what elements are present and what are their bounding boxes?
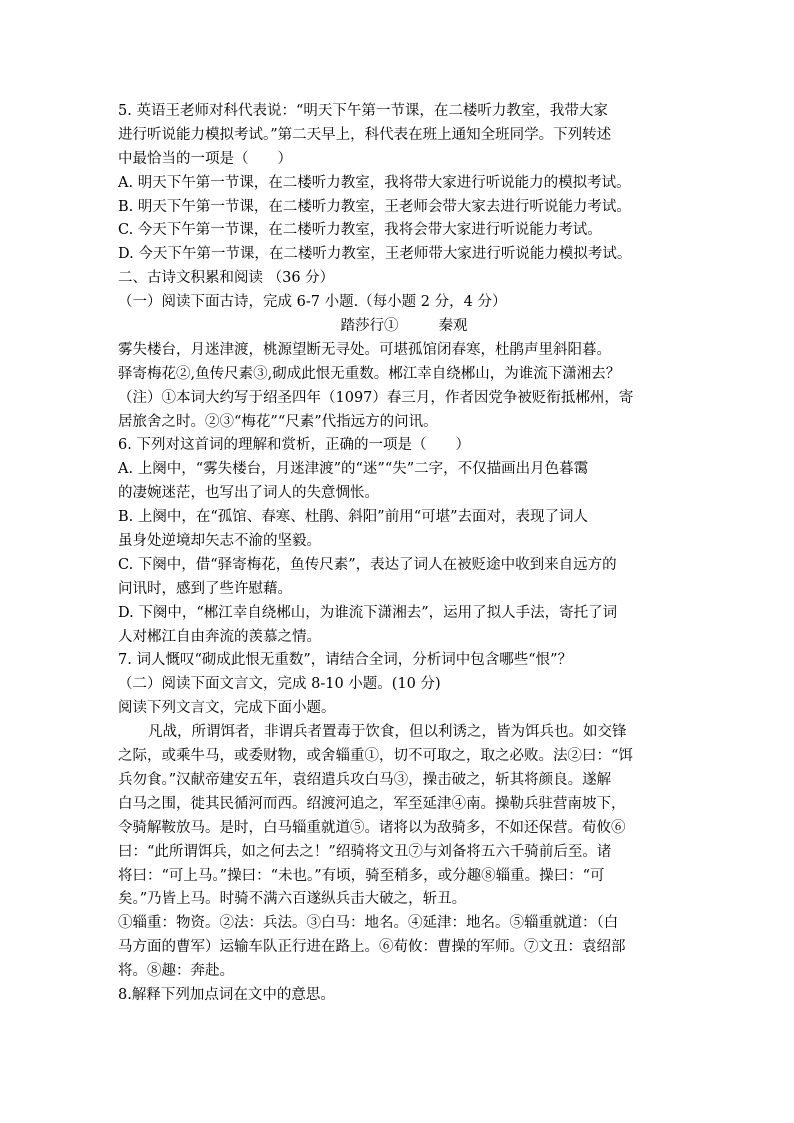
q6-line-3: B. 上阕中，在“孤馆、春寒、杜鹃、斜阳”前用“可堪”去面对，表现了词人	[118, 509, 589, 526]
q6-line-2: 的凄婉迷茫，也写出了词人的失意惆怅。	[118, 485, 379, 502]
q5-option-b: B. 明天下午第一节课，在二楼听力教室，王老师会带大家去进行听说能力考试。	[118, 198, 631, 215]
q5-option-c: C. 今天下午第一节课，在二楼听力教室，我将会带大家进行听说能力考试。	[118, 222, 602, 239]
q5-stem-line-2: 进行听说能力模拟考试。”第二天早上，科代表在班上通知全班同学。下列转述	[118, 126, 612, 143]
q6-line-4: 虽身处逆境却矢志不渝的坚毅。	[118, 533, 321, 550]
section-heading: 二、古诗文积累和阅读 （36 分）	[118, 270, 335, 287]
gloss-line-1: ①辎重：物资。②法：兵法。③白马：地名。④延津：地名。⑤辎重就道：（白	[118, 915, 619, 932]
q6-stem: 6. 下列对这首词的理解和赏析，正确的一项是（ ）	[118, 437, 470, 454]
q5-stem-line-3: 中最恰当的一项是（ ）	[118, 150, 292, 167]
gloss-line-3: 将。⑧趣：奔赴。	[118, 963, 234, 980]
passage-line-6: 曰：“此所谓饵兵，如之何去之！”绍骑将文丑⑦与刘备将五六千骑前后至。诸	[118, 843, 612, 860]
gloss-line-2: 马方面的曹军）运输车队正行进在路上。⑥荀攸：曹操的军师。⑦文丑：袁绍部	[118, 939, 626, 956]
q6-line-1: A. 上阕中，“雾失楼台，月迷津渡”的“迷”“失”二字，不仅描画出月色暮霭	[118, 461, 589, 478]
q6-line-6: 问讯时，感到了些许慰藉。	[118, 580, 292, 597]
q6-line-8: 人对郴江自由奔流的羡慕之情。	[118, 628, 321, 645]
q6-line-7: D. 下阕中，“郴江幸自绕郴山，为谁流下潇湘去”，运用了拟人手法，寄托了词	[118, 604, 618, 621]
exam-page	[118, 100, 690, 1008]
q5-stem-line-1: 5. 英语王老师对科代表说：“明天下午第一节课，在二楼听力教室，我带大家	[118, 103, 608, 119]
poem-note-2: 居旅舍之时。②③“梅花”“尺素”代指远方的问讯。	[118, 413, 438, 430]
passage-line-7: 将曰：“可上马。”操曰：“未也。”有顷，骑至稍多，或分趣⑧辎重。操曰：“可	[118, 867, 605, 884]
q5-option-d: D. 今天下午第一节课，在二楼听力教室，王老师带大家进行听说能力模拟考试。	[118, 246, 632, 263]
passage-line-8: 矣。”乃皆上马。时骑不满六百遂纵兵击大破之，斩丑。	[118, 891, 467, 908]
q5-option-a: A. 明天下午第一节课，在二楼听力教室，我将带大家进行听说能力的模拟考试。	[118, 174, 631, 191]
poem-author: 秦观	[438, 318, 468, 335]
q8-stem: 8.解释下列加点词在文中的意思。	[118, 986, 335, 1003]
passage-line-4: 白马之围，徙其民循河而西。绍渡河追之，军至延津④南。操勒兵驻营南坡下，	[118, 795, 626, 812]
poem-title: 踏莎行①	[340, 318, 399, 335]
part2-intro: 阅读下列文言文，完成下面小题。	[118, 700, 336, 717]
q6-line-5: C. 下阕中，借“驿寄梅花，鱼传尺素”，表达了词人在被贬途中收到来自远方的	[118, 556, 617, 573]
poem-line-2: 驿寄梅花②,鱼传尺素③,砌成此恨无重数。郴江幸自绕郴山，为谁流下潇湘去？	[118, 365, 621, 382]
passage-line-3: 兵勿食。”汉献帝建安五年，袁绍遣兵攻白马③，操击破之，斩其将颜良。遂解	[118, 771, 612, 788]
poem-title-line	[118, 315, 690, 339]
part2-heading: （二）阅读下面文言文，完成 8-10 小题。(10 分)	[118, 676, 441, 693]
poem-note-1: （注）①本词大约写于绍圣四年（1097）春三月，作者因党争被贬衔抵郴州，寄	[118, 389, 634, 406]
poem-line-1: 雾失楼台，月迷津渡，桃源望断无寻处。可堪孤馆闭春寒，杜鹃声里斜阳暮。	[118, 341, 611, 358]
passage-line-1: 凡战，所谓饵者，非谓兵者置毒于饮食，但以利诱之，皆为饵兵也。如交锋	[148, 724, 627, 741]
passage-line-2: 之际，或乘牛马，或委财物，或舍辎重①，切不可取之，取之必败。法②曰：“饵	[118, 748, 633, 765]
part1-heading: （一）阅读下面古诗，完成 6-7 小题.（每小题 2 分，4 分）	[118, 294, 507, 311]
q7-stem: 7. 词人慨叹“砌成此恨无重数”，请结合全词，分析词中包含哪些“恨”？	[118, 652, 573, 669]
passage-line-5: 令骑解鞍放马。是时，白马辎重就道⑤。诸将以为敌骑多，不如还保营。荀攸⑥	[118, 819, 626, 836]
